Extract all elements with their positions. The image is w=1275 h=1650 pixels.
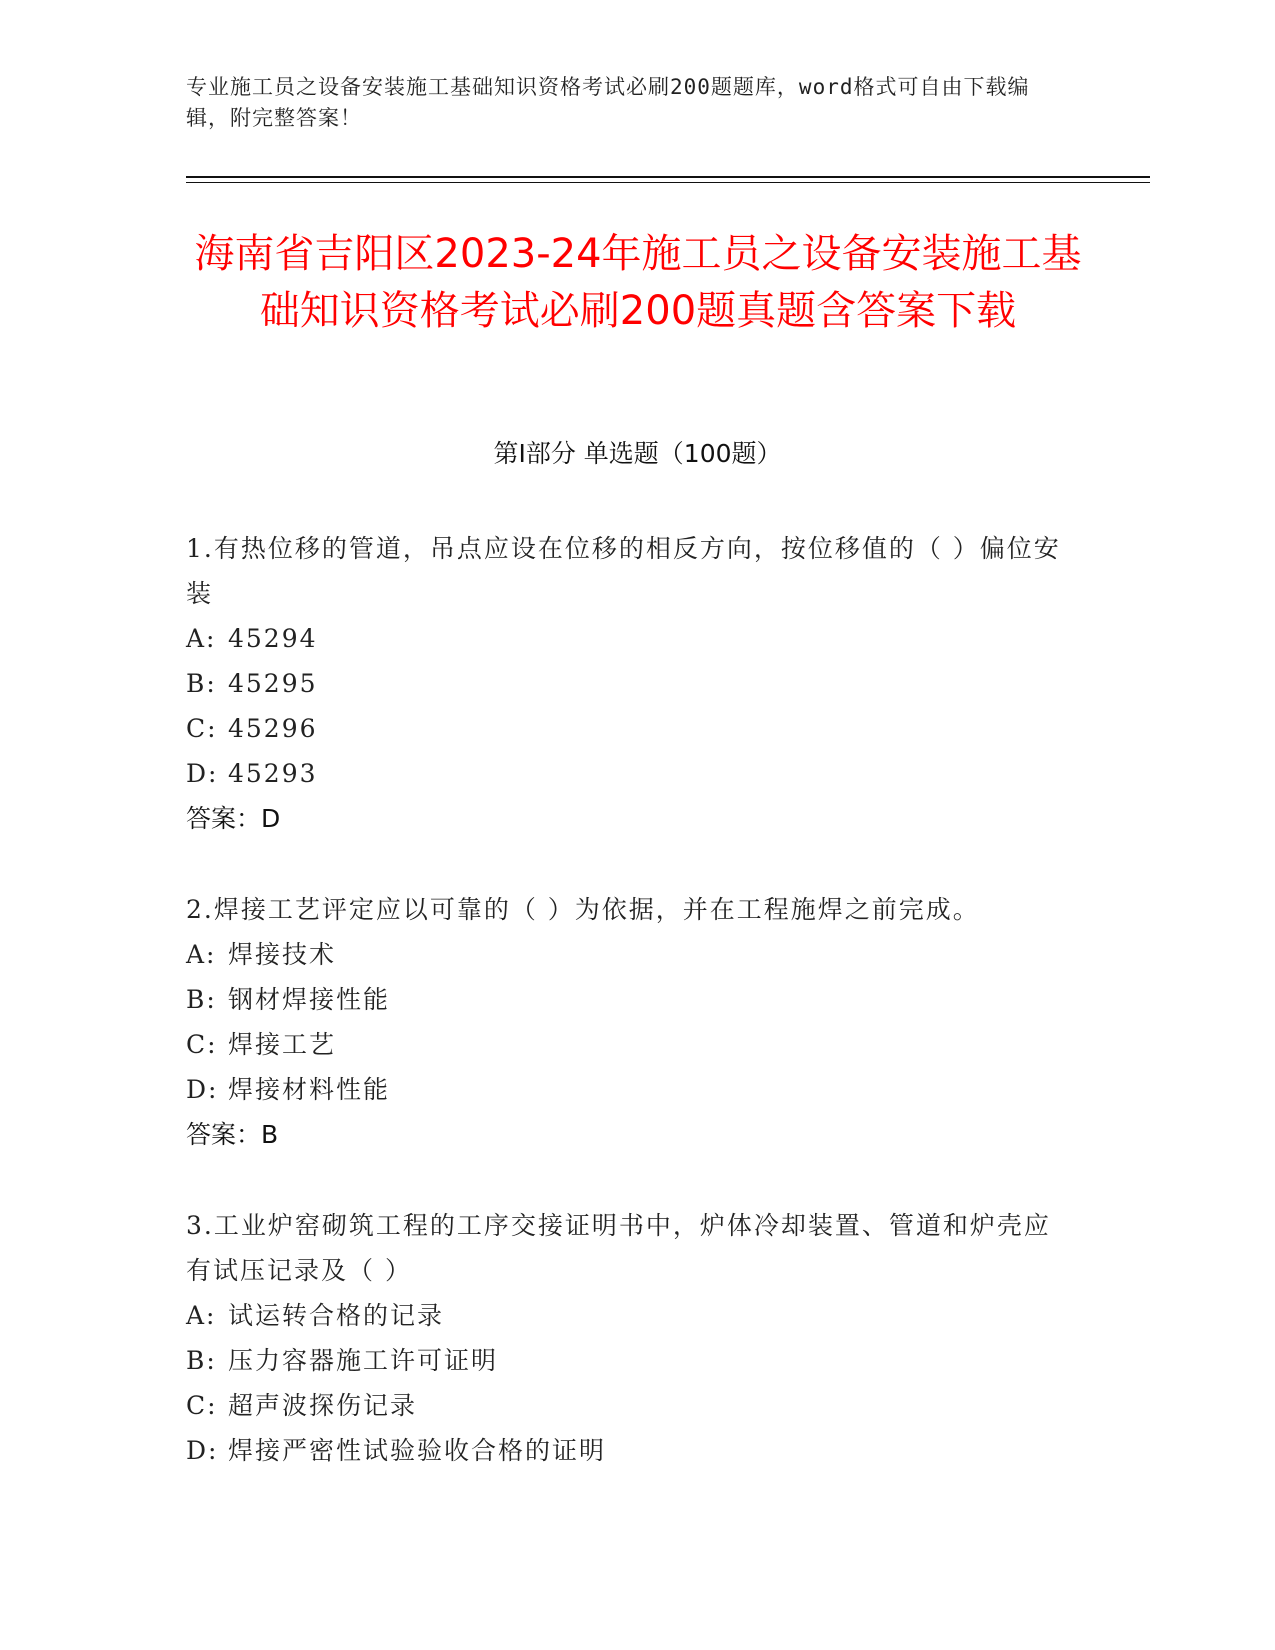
option-letter: A: [186,1301,217,1330]
question-stem: 2.焊接工艺评定应以可靠的（ ）为依据，并在工程施焊之前完成。 [186,895,980,924]
answer-line: 答案：D [186,804,281,833]
option-text: 45296 [228,714,318,743]
option-letter: D: [186,1436,219,1465]
option-text: 试运转合格的记录 [228,1301,445,1330]
option-text: 钢材焊接性能 [228,985,391,1014]
option-text: 焊接严密性试验验收合格的证明 [228,1436,607,1465]
option-text: 45293 [228,759,318,788]
option-letter: D: [186,759,219,788]
option-d [186,1067,1066,1112]
option-letter: D: [186,1075,219,1104]
option-text: 45295 [228,669,318,698]
option-a [186,932,1066,977]
option-text: 45294 [228,624,318,653]
question-1 [186,526,1066,841]
document-title: 海南省吉阳区2023-24年施工员之设备安装施工基础知识资格考试必刷200题真题含答案下载 [194,231,1082,334]
option-letter: B: [186,669,217,698]
option-c [186,1383,1066,1428]
option-text: 焊接技术 [228,940,337,969]
option-b [186,1338,1066,1383]
header-rule-thin [186,182,1150,183]
option-text: 焊接材料性能 [228,1075,391,1104]
option-text: 压力容器施工许可证明 [228,1346,499,1375]
option-text: 超声波探伤记录 [228,1391,418,1420]
option-letter: C: [186,1391,218,1420]
option-d [186,1428,1066,1473]
option-letter: C: [186,714,218,743]
option-letter: C: [186,1030,218,1059]
header-rule-thick [186,176,1150,178]
option-letter: B: [186,985,217,1014]
question-stem: 1.有热位移的管道，吊点应设在位移的相反方向，按位移值的（ ）偏位安装 [186,534,1061,608]
option-c [186,706,1066,751]
option-b [186,661,1066,706]
option-a [186,616,1066,661]
option-letter: A: [186,940,217,969]
option-letter: A: [186,624,217,653]
option-text: 焊接工艺 [228,1030,337,1059]
option-c [186,1022,1066,1067]
section-title: 第Ⅰ部分 单选题（100题） [493,439,782,468]
option-b [186,977,1066,1022]
option-a [186,1293,1066,1338]
option-letter: B: [186,1346,217,1375]
question-stem: 3.工业炉窑砌筑工程的工序交接证明书中，炉体冷却装置、管道和炉壳应有试压记录及（ ） [186,1211,1051,1285]
question-3 [186,1203,1066,1473]
option-d [186,751,1066,796]
answer-line: 答案：B [186,1120,279,1149]
question-list [186,526,1066,1519]
question-2 [186,887,1066,1157]
header-note: 专业施工员之设备安装施工基础知识资格考试必刷200题题库，word格式可自由下载编辑，附完整答案！ [186,75,1030,130]
